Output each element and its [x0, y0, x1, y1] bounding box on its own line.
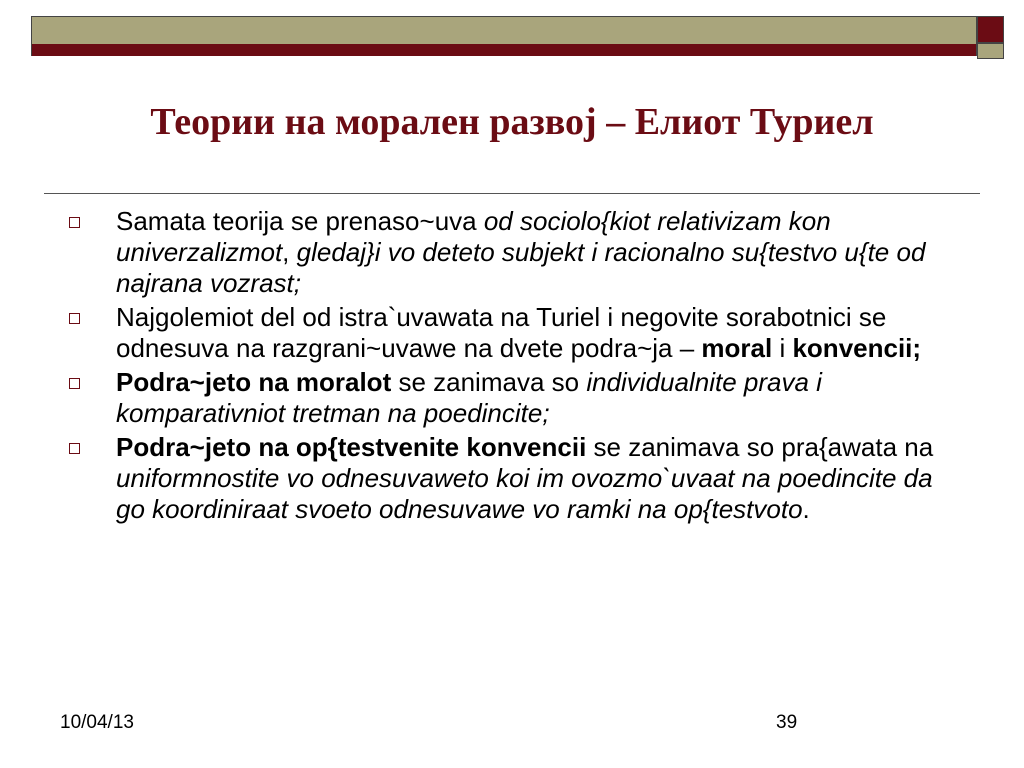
square-bullet-icon	[69, 313, 80, 324]
corner-square-olive	[977, 43, 1004, 59]
header-maroon-stripe	[32, 44, 976, 56]
bullet-text: Samata teorija se prenaso~uva od sociolo{kiot relativizam kon univerzalizmot, gledaj}i vo deteto subjekt i racionalno su{testvo u{te od najrana vozrast;	[116, 206, 926, 298]
slide-title: Теории на морален развој – Елиот Туриел	[150, 101, 874, 143]
list-item	[64, 206, 964, 299]
list-item	[64, 367, 964, 429]
corner-square-maroon	[977, 16, 1004, 43]
square-bullet-icon	[69, 217, 80, 228]
square-bullet-icon	[69, 443, 80, 454]
header-decoration-bar	[31, 16, 977, 56]
page-number: 39	[776, 712, 798, 733]
bullet-text: Najgolemiot del od istra`uvawata na Turiel i negovite sorabotnici se odnesuva na razgrani~uvawe na dvete podra~ja – moral i konvencii;	[116, 302, 922, 363]
header-olive-stripe	[32, 17, 976, 44]
title-divider	[44, 193, 980, 194]
bullet-list	[64, 206, 964, 528]
square-bullet-icon	[69, 378, 80, 389]
bullet-text: Podra~jeto na moralot se zanimava so individualnite prava i komparativniot tretman na poedincite;	[116, 367, 822, 428]
bullet-text: Podra~jeto na op{testvenite konvencii se zanimava so pra{awata na uniformnostite vo odnesuvaweto koi im ovozmo`uvaat na poedincite da go koordiniraat svoeto odnesuvawe vo ramki na op{testvoto.	[116, 432, 934, 524]
list-item	[64, 302, 964, 364]
footer-date: 10/04/13	[60, 712, 134, 733]
list-item	[64, 432, 964, 525]
